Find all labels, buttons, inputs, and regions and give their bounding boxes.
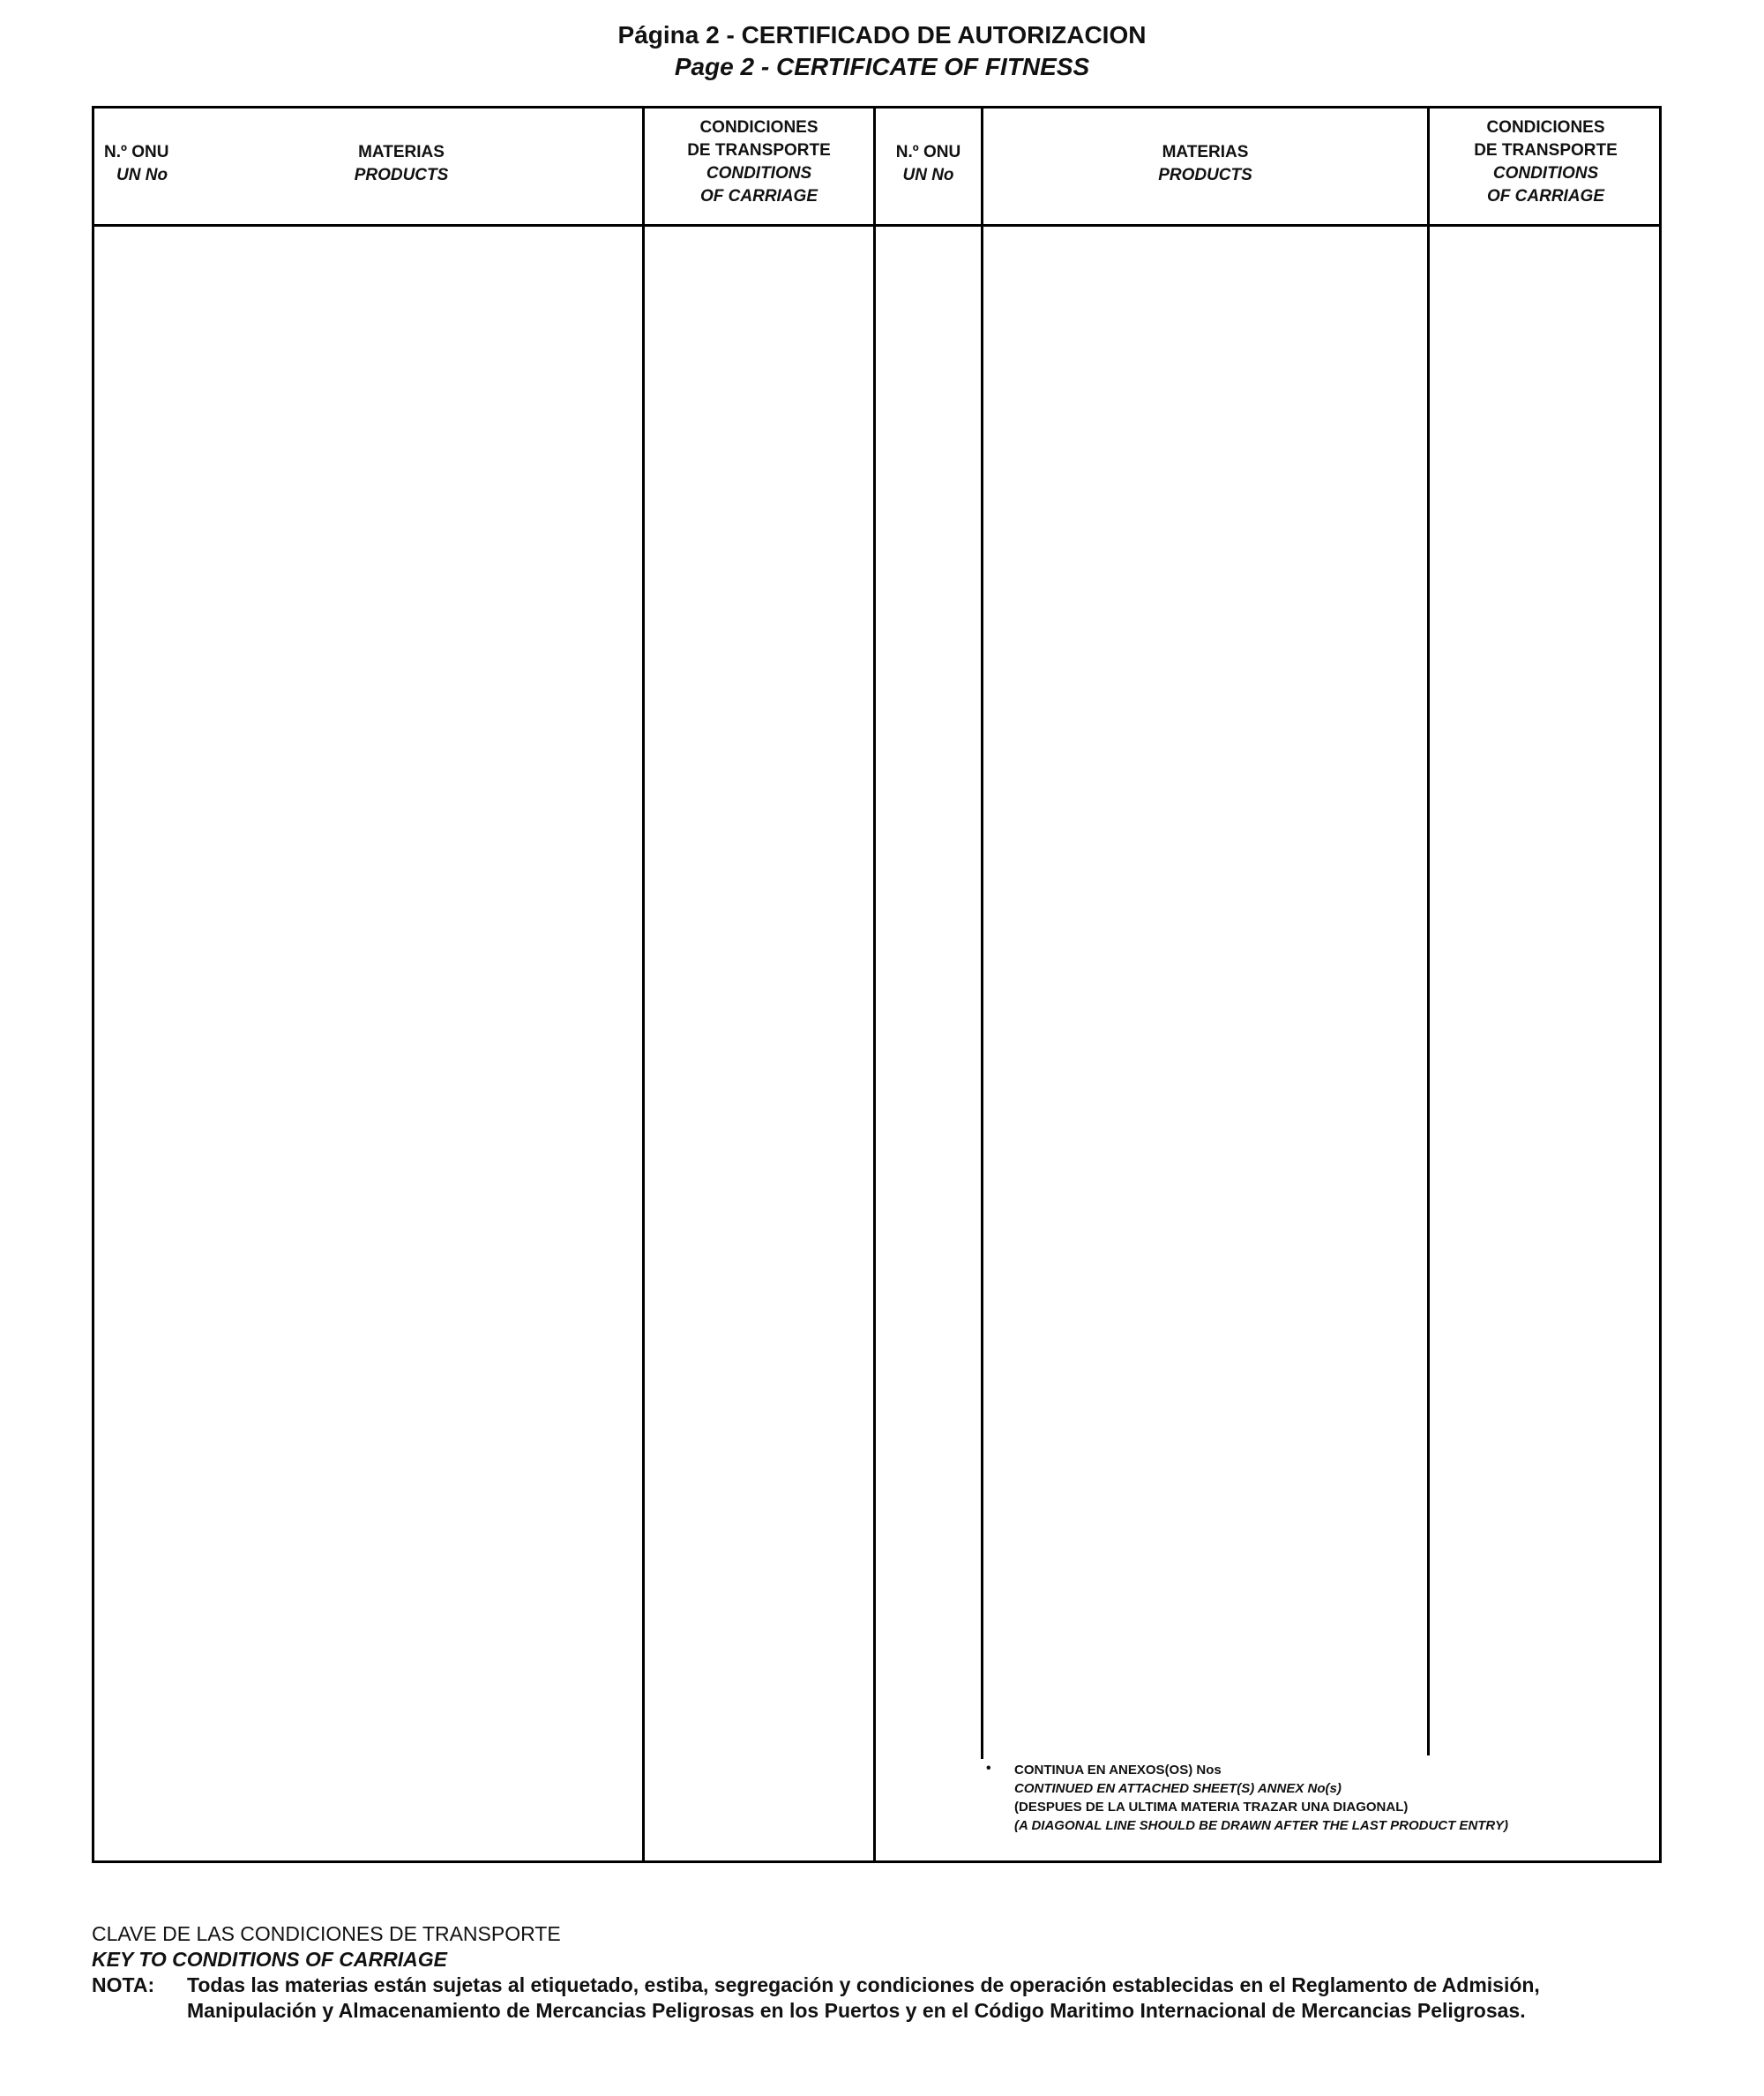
key-title-en: KEY TO CONDITIONS OF CARRIAGE (92, 1948, 447, 1971)
key-title-es: CLAVE DE LAS CONDICIONES DE TRANSPORTE (92, 1922, 561, 1945)
header-products-en: PRODUCTS (1158, 166, 1252, 184)
header-conditions-right (1430, 116, 1662, 208)
continuation-line-1: CONTINUA EN ANEXOS(OS) Nos (1014, 1763, 1222, 1778)
continuation-bullet: • (986, 1761, 991, 1776)
nota-row (92, 1972, 1679, 2024)
nota-text (187, 1972, 1540, 2024)
header-conditions-en-1: CONDITIONS (1492, 164, 1599, 183)
header-conditions-en-1: CONDITIONS (706, 164, 812, 183)
continuation-note (1014, 1761, 1508, 1835)
column-divider-2 (873, 106, 876, 1863)
header-conditions-en-2: OF CARRIAGE (700, 187, 818, 206)
continuation-line-2: CONTINUED EN ATTACHED SHEET(S) ANNEX No(s) (1014, 1781, 1342, 1796)
nota-label: NOTA: (92, 1973, 155, 1996)
header-conditions-es-2: DE TRANSPORTE (687, 141, 831, 160)
header-conditions-left (645, 116, 873, 208)
continuation-line-4: (A DIAGONAL LINE SHOULD BE DRAWN AFTER THE LAST PRODUCT ENTRY) (1014, 1818, 1508, 1833)
nota-line-1: Todas las materias están sujetas al etiquetado, estiba, segregación y condiciones de operación establecidas en el Reglamento de Admisión, (187, 1973, 1540, 1996)
header-conditions-es-1: CONDICIONES (1486, 118, 1605, 137)
header-conditions-en-2: OF CARRIAGE (1487, 187, 1604, 206)
header-products-en: PRODUCTS (354, 166, 449, 184)
header-products-es: MATERIAS (1162, 143, 1249, 161)
page-title-es: Página 2 - CERTIFICADO DE AUTORIZACION (617, 21, 1147, 49)
footer-key (92, 1921, 1679, 2024)
header-conditions-es-2: DE TRANSPORTE (1474, 141, 1618, 160)
column-divider-1 (642, 106, 645, 1863)
header-products-es: MATERIAS (358, 143, 445, 161)
page-title-en: Page 2 - CERTIFICATE OF FITNESS (674, 53, 1090, 80)
header-products-left (291, 141, 512, 187)
header-un-no-right (876, 141, 981, 187)
table-frame (92, 106, 1662, 1863)
header-un-no-en: UN No (116, 166, 168, 184)
column-divider-4 (1427, 106, 1430, 1755)
column-divider-3 (981, 106, 983, 1759)
header-un-no-es: N.º ONU (104, 143, 169, 161)
header-conditions-es-1: CONDICIONES (699, 118, 818, 137)
header-un-no-en: UN No (902, 166, 954, 184)
header-un-no-es: N.º ONU (895, 143, 961, 161)
continuation-line-3: (DESPUES DE LA ULTIMA MATERIA TRAZAR UNA DIAGONAL) (1014, 1800, 1409, 1815)
nota-line-2: Manipulación y Almacenamiento de Mercancias Peligrosas en los Puertos y en el Código Maritimo Internacional de Mercancias Peligrosas. (187, 1999, 1526, 2022)
header-un-no-left (104, 141, 210, 187)
header-divider (92, 224, 1662, 227)
header-products-right (983, 141, 1427, 187)
